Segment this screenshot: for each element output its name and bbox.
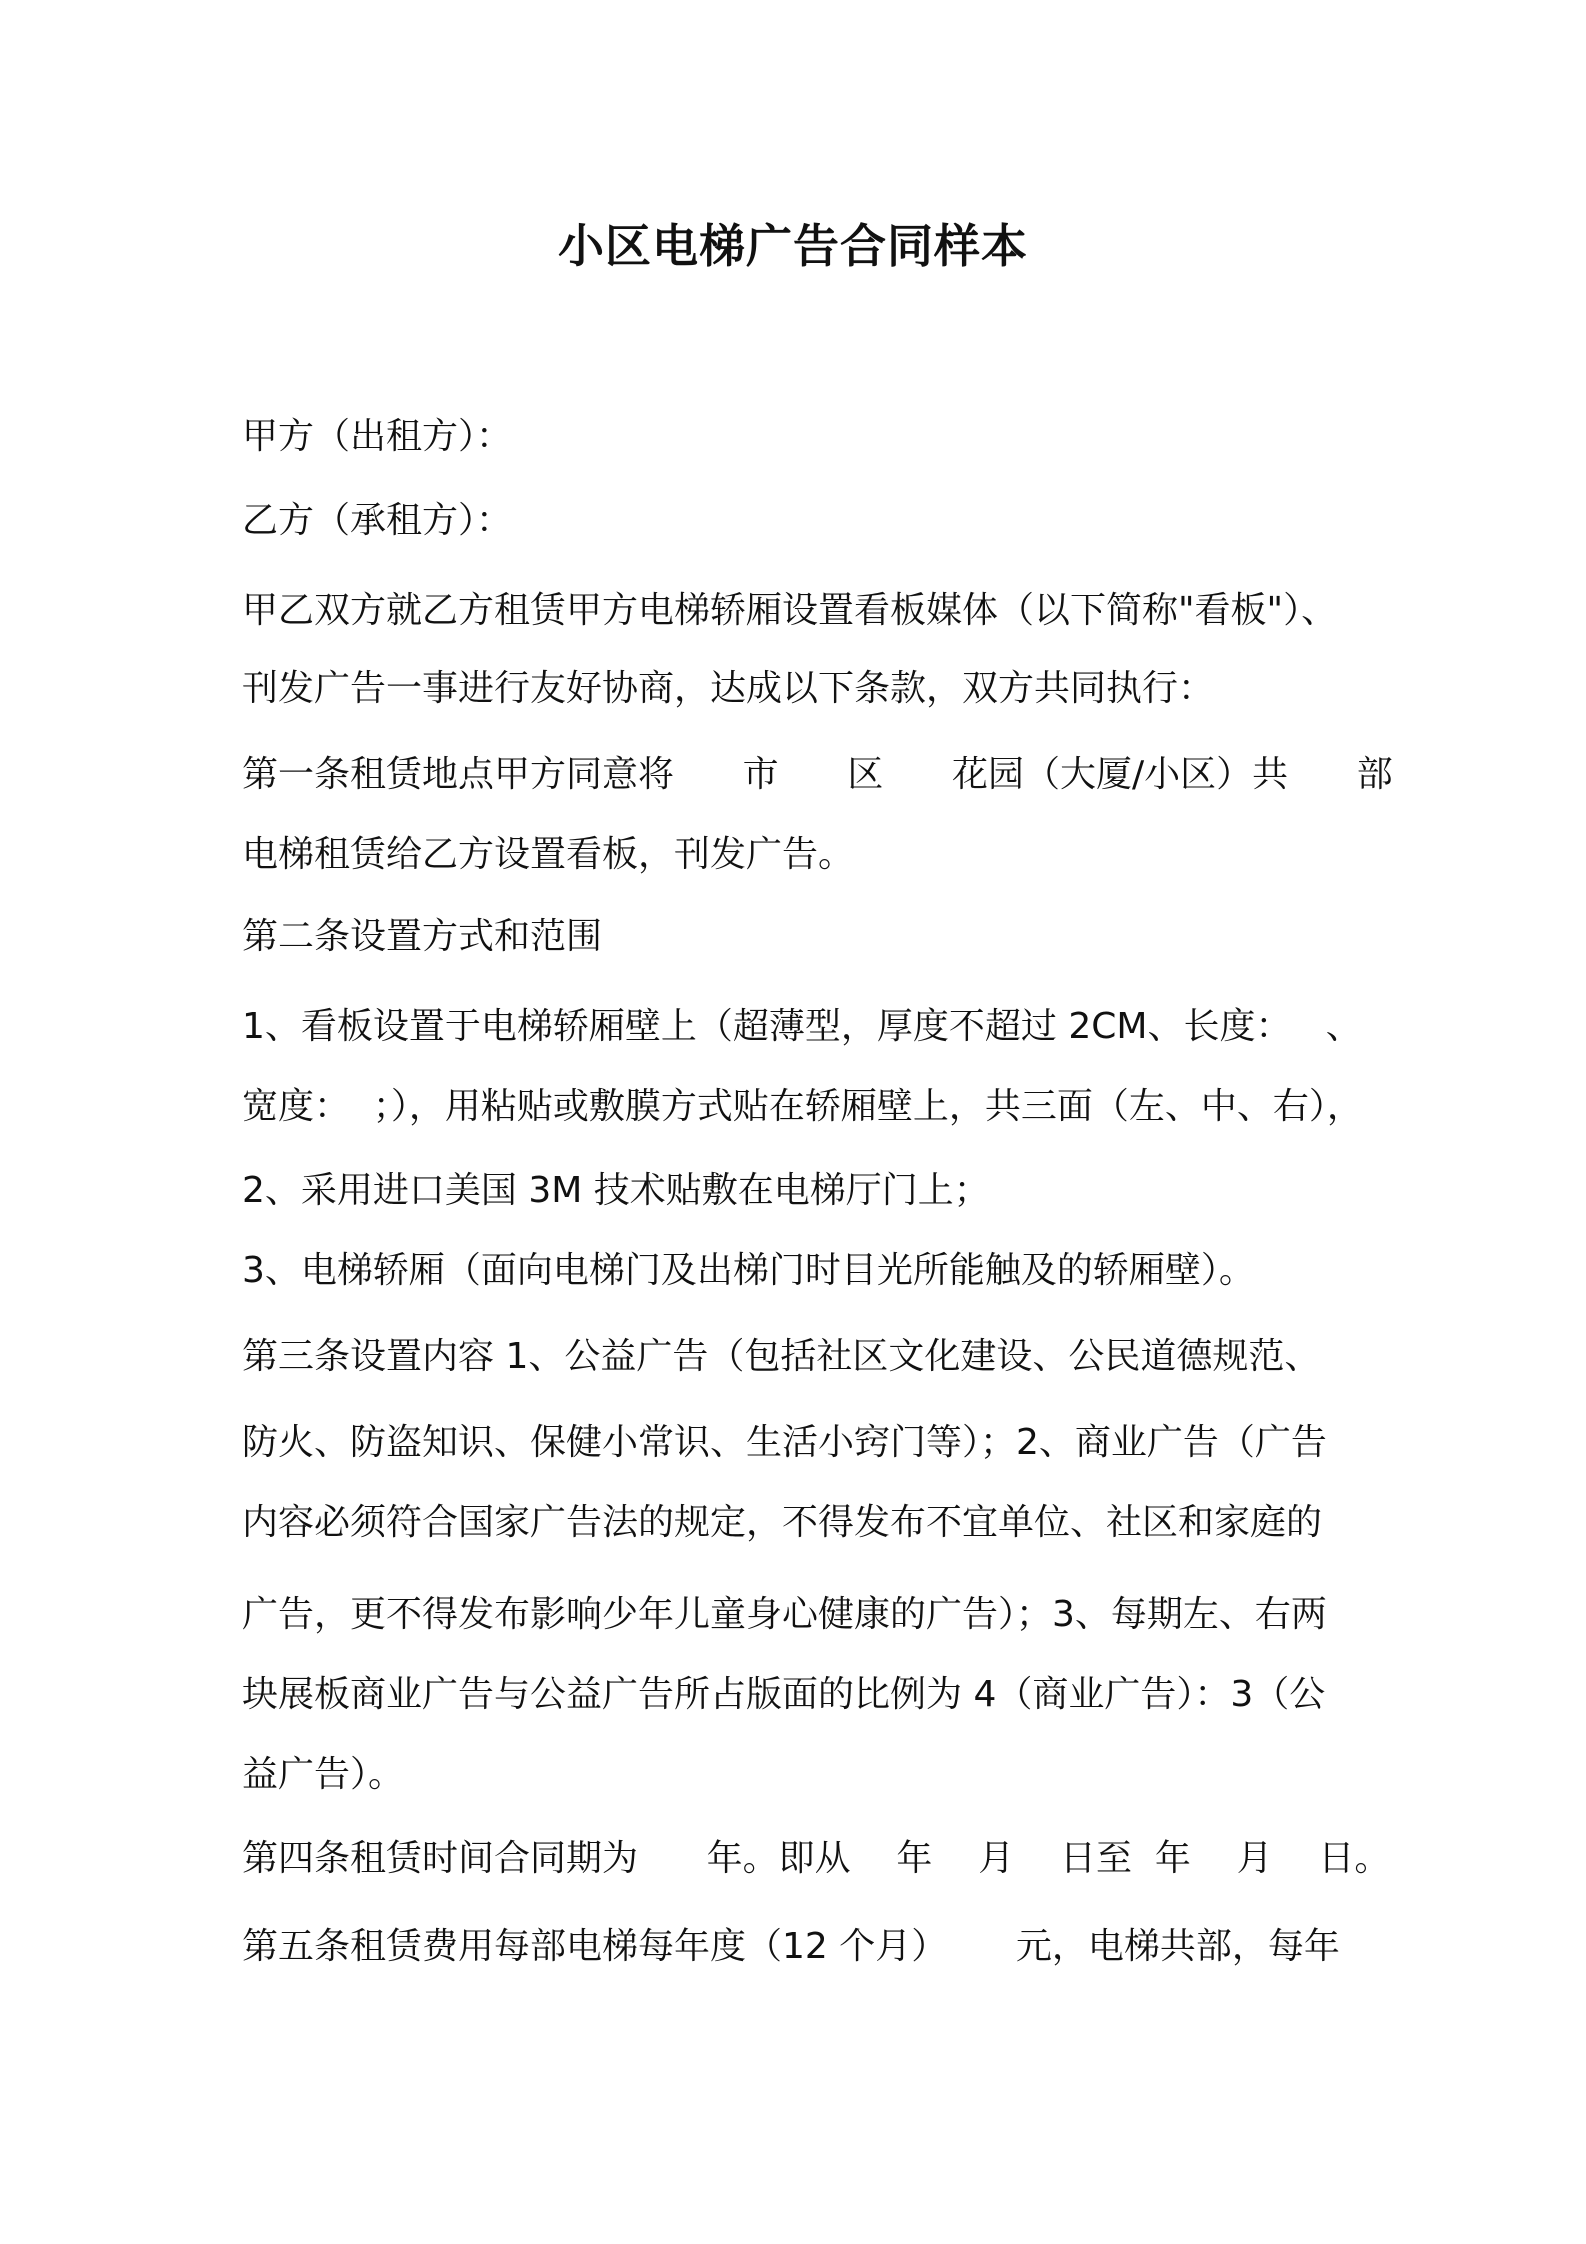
article-1-line: 电梯租赁给乙方设置看板，刊发广告。 (242, 834, 855, 875)
article-2-item-2: 2、采用进口美国 3M 技术贴敷在电梯厅门上； (242, 1170, 990, 1211)
article-4-line: 第四条租赁时间合同期为 年。即从 年 月 日至 年 月 日。 (242, 1838, 1391, 1879)
article-2-item-1: 1、看板设置于电梯轿厢壁上（超薄型，厚度不超过 2CM、长度： 、 (242, 1006, 1362, 1047)
article-3-line: 内容必须符合国家广告法的规定，不得发布不宜单位、社区和家庭的 (242, 1502, 1323, 1543)
party-a-line: 甲方（出租方）： (242, 416, 513, 457)
article-2-heading: 第二条设置方式和范围 (242, 916, 603, 957)
article-3-line: 第三条设置内容 1、公益广告（包括社区文化建设、公民道德规范、 (242, 1336, 1321, 1377)
intro-paragraph-line: 刊发广告一事进行友好协商，达成以下条款，双方共同执行： (242, 668, 1215, 709)
article-3-line: 广告，更不得发布影响少年儿童身心健康的广告）；3、每期左、右两 (242, 1594, 1327, 1635)
article-1-line: 第一条租赁地点甲方同意将 市 区 花园（大厦/小区）共 部 (242, 754, 1393, 795)
party-b-line: 乙方（承租方）： (242, 500, 513, 541)
article-2-item-3: 3、电梯轿厢（面向电梯门及出梯门时目光所能触及的轿厢壁）。 (242, 1250, 1255, 1291)
article-3-line: 益广告）。 (242, 1754, 405, 1795)
document-title: 小区电梯广告合同样本 (558, 219, 1028, 273)
article-3-line: 防火、防盗知识、保健小常识、生活小窍门等）；2、商业广告（广告 (242, 1422, 1327, 1463)
article-2-item-1: 宽度： ；），用粘贴或敷膜方式贴在轿厢壁上，共三面（左、中、右）， (242, 1086, 1363, 1127)
article-3-line: 块展板商业广告与公益广告所占版面的比例为 4（商业广告）：3（公 (242, 1674, 1326, 1715)
intro-paragraph-line: 甲乙双方就乙方租赁甲方电梯轿厢设置看板媒体（以下简称"看板"）、 (242, 590, 1338, 631)
article-5-line: 第五条租赁费用每部电梯每年度（12 个月） 元，电梯共部，每年 (242, 1926, 1340, 1967)
